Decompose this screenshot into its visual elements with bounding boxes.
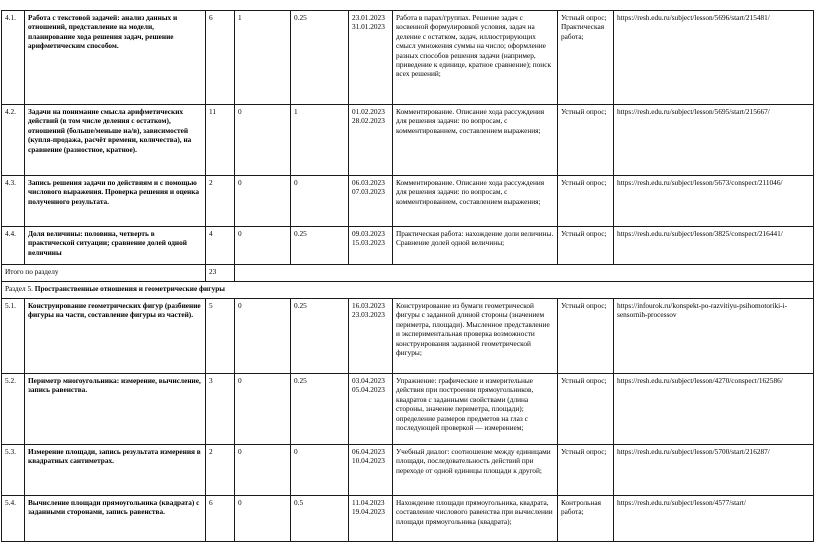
end-date: 19.04.2023: [352, 507, 385, 517]
section-total-empty: [235, 265, 814, 282]
activity-cell: Комментирование. Описание хода рассуждения для решения задачи: по вопросам, с комментированием, составлением выражения;: [393, 176, 558, 227]
activity-cell: Практическая работа: нахождение доли величины. Сравнение долей одной величины;: [393, 227, 558, 265]
hours-cell: 4: [206, 227, 235, 265]
end-date: 23.03.2023: [352, 310, 385, 320]
control-form-cell: Устный опрос; Практическая работа;: [558, 11, 614, 105]
start-date: 03.04.2023: [352, 376, 385, 385]
table-row: [2, 299, 814, 374]
control-form-cell: Устный опрос;: [558, 374, 614, 445]
practical-hours-cell: 0.25: [291, 299, 349, 374]
control-hours-cell: 0: [235, 374, 291, 445]
start-date: 11.04.2023: [352, 498, 385, 507]
row-number: 5.3.: [2, 445, 25, 496]
section-total-row: [2, 265, 814, 282]
practical-hours-cell: 0: [291, 445, 349, 496]
hours-cell: 5: [206, 299, 235, 374]
control-form-cell: Устный опрос;: [558, 299, 614, 374]
activity-cell: Упражнение: графические и измерительные действия при построении прямоугольников, квадратов с заданными свойствами (длина стороны, значение периметра, площади); определение размеров предметов на глаз с последующей проверкой — измерением;: [393, 374, 558, 445]
dates-cell: [349, 11, 393, 105]
start-date: 06.03.2023: [352, 178, 385, 187]
activity-cell: Работа в парах/группах. Решение задач с косвенной формулировкой условия, задач на деление с остатком, задач, иллюстрирующих смысл умножения суммы на число; оформление разных способов решения задачи (например, приведение к единице, кратное сравнение); поиск всех решений;: [393, 11, 558, 105]
end-date: 05.04.2023: [352, 385, 385, 395]
practical-hours-cell: 0.25: [291, 374, 349, 445]
end-date: 15.03.2023: [352, 238, 385, 248]
resource-link[interactable]: https://resh.edu.ru/subject/lesson/4577/start/: [614, 496, 814, 542]
practical-hours-cell: 0.25: [291, 11, 349, 105]
hours-cell: 6: [206, 496, 235, 542]
row-number: 5.1.: [2, 299, 25, 374]
control-hours-cell: 0: [235, 176, 291, 227]
topic-cell: Вычисление площади прямоугольника (квадрата) с заданными сторонами, запись равенства.: [25, 496, 206, 542]
curriculum-table-sheet: [0, 10, 816, 542]
resource-link[interactable]: https://resh.edu.ru/subject/lesson/5695/start/215667/: [614, 105, 814, 176]
table-row: [2, 105, 814, 176]
section-header: [2, 282, 814, 299]
control-form-cell: Устный опрос;: [558, 105, 614, 176]
topic-cell: Периметр многоугольника: измерение, вычисление, запись равенства.: [25, 374, 206, 445]
activity-cell: Нахождение площади прямоугольника, квадрата, составление числового равенства при вычислении площади прямоугольника (квадрата);: [393, 496, 558, 542]
start-date: 09.03.2023: [352, 229, 385, 238]
section-header-row: [2, 282, 814, 299]
practical-hours-cell: 0.5: [291, 496, 349, 542]
section-total-value: 23: [206, 265, 235, 282]
resource-link[interactable]: https://infourok.ru/konspekt-po-razvitiyu-psihomotoriki-i-sensornih-processov: [614, 299, 814, 374]
start-date: 23.01.2023: [352, 13, 385, 22]
start-date: 16.03.2023: [352, 301, 385, 310]
end-date: 28.02.2023: [352, 116, 385, 126]
table-row: [2, 374, 814, 445]
dates-cell: [349, 176, 393, 227]
topic-cell: Запись решения задачи по действиям и с помощью числового выражения. Проверка решения и оценка полученного результата.: [25, 176, 206, 227]
dates-cell: [349, 227, 393, 265]
hours-cell: 6: [206, 11, 235, 105]
control-hours-cell: 0: [235, 299, 291, 374]
practical-hours-cell: 1: [291, 105, 349, 176]
dates-cell: [349, 105, 393, 176]
control-hours-cell: 0: [235, 227, 291, 265]
control-hours-cell: 0: [235, 105, 291, 176]
control-form-cell: Устный опрос;: [558, 227, 614, 265]
row-number: 4.4.: [2, 227, 25, 265]
table-row: [2, 227, 814, 265]
control-form-cell: Контрольная работа;: [558, 496, 614, 542]
hours-cell: 2: [206, 445, 235, 496]
dates-cell: [349, 299, 393, 374]
practical-hours-cell: 0.25: [291, 227, 349, 265]
resource-link[interactable]: https://resh.edu.ru/subject/lesson/5696/start/215481/: [614, 11, 814, 105]
dates-cell: [349, 374, 393, 445]
control-form-cell: Устный опрос;: [558, 445, 614, 496]
row-number: 4.1.: [2, 11, 25, 105]
start-date: 01.02.2023: [352, 107, 385, 116]
dates-cell: [349, 496, 393, 542]
resource-link[interactable]: https://resh.edu.ru/subject/lesson/4270/conspect/162586/: [614, 374, 814, 445]
resource-link[interactable]: https://resh.edu.ru/subject/lesson/5700/start/216287/: [614, 445, 814, 496]
table-row: [2, 176, 814, 227]
topic-cell: Измерение площади, запись результата измерения в квадратных сантиметрах.: [25, 445, 206, 496]
control-hours-cell: 0: [235, 496, 291, 542]
control-hours-cell: 0: [235, 445, 291, 496]
hours-cell: 11: [206, 105, 235, 176]
table-row: [2, 445, 814, 496]
row-number: 5.4.: [2, 496, 25, 542]
resource-link[interactable]: https://resh.edu.ru/subject/lesson/5673/conspect/211046/: [614, 176, 814, 227]
hours-cell: 2: [206, 176, 235, 227]
row-number: 5.2.: [2, 374, 25, 445]
topic-cell: Конструирование геометрических фигур (разбиение фигуры на части, составление фигуры из частей).: [25, 299, 206, 374]
row-number: 4.3.: [2, 176, 25, 227]
control-hours-cell: 1: [235, 11, 291, 105]
control-form-cell: Устный опрос;: [558, 176, 614, 227]
start-date: 06.04.2023: [352, 447, 385, 456]
end-date: 10.04.2023: [352, 456, 385, 466]
topic-cell: Доля величины: половина, четверть в практической ситуации; сравнение долей одной величины: [25, 227, 206, 265]
end-date: 07.03.2023: [352, 187, 385, 197]
practical-hours-cell: 0: [291, 176, 349, 227]
activity-cell: Учебный диалог: соотношение между единицами площади, последовательность действий при переходе от одной единицы площади к другой;: [393, 445, 558, 496]
section-prefix: Раздел 5.: [5, 284, 33, 293]
dates-cell: [349, 445, 393, 496]
activity-cell: Конструирование из бумаги геометрической фигуры с заданной длиной стороны (значением периметра, площади). Мысленное представление и экспериментальная проверка возможности конструирования заданной геометрической фигуры;: [393, 299, 558, 374]
activity-cell: Комментирование. Описание хода рассуждения для решения задачи: по вопросам, с комментированием, составлением выражения;: [393, 105, 558, 176]
topic-cell: Работа с текстовой задачей: анализ данных и отношений, представление на модели, планирование хода решения задач, решение арифметическим способом.: [25, 11, 206, 105]
row-number: 4.2.: [2, 105, 25, 176]
resource-link[interactable]: https://resh.edu.ru/subject/lesson/3825/conspect/216441/: [614, 227, 814, 265]
end-date: 31.01.2023: [352, 22, 385, 32]
table-row: [2, 496, 814, 542]
section-total-label: Итого по разделу: [2, 265, 206, 282]
curriculum-table: [1, 10, 814, 542]
section-title: Пространственные отношения и геометрические фигуры: [34, 284, 225, 293]
table-row: [2, 11, 814, 105]
hours-cell: 3: [206, 374, 235, 445]
topic-cell: Задачи на понимание смысла арифметических действий (в том числе деления с остатком), отношений (больше/меньше на/в), зависимостей (купля-продажа, расчёт времени, количества), на сравнение (разностное, кратное).: [25, 105, 206, 176]
